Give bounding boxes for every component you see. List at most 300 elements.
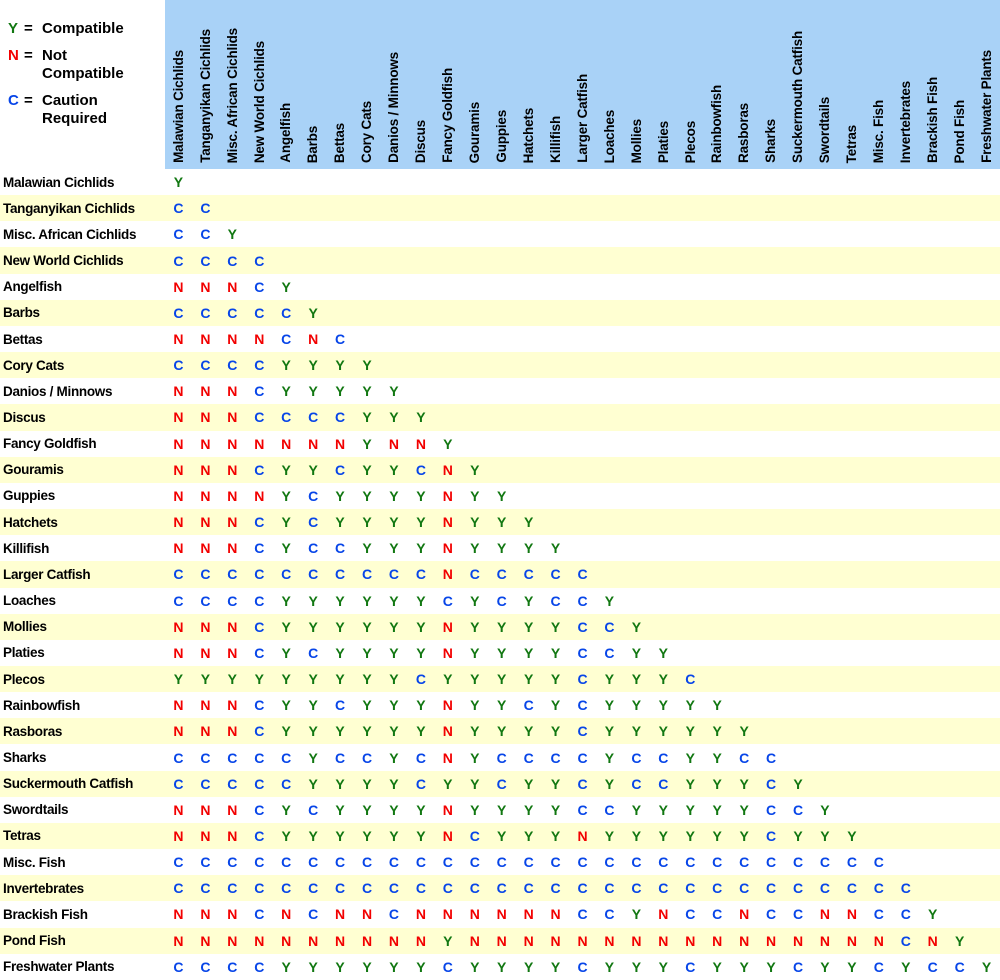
compatibility-cell: Y: [658, 697, 669, 714]
legend-symbol-caution: C: [8, 92, 19, 109]
column-header-label: Cory Cats: [359, 101, 375, 163]
compatibility-cell: C: [281, 331, 292, 348]
compatibility-cell: Y: [335, 592, 345, 609]
compatibility-cell: C: [469, 827, 480, 844]
column-header-label: Tanganyikan Cichlids: [197, 29, 213, 163]
compatibility-cell: Y: [497, 540, 507, 557]
compatibility-cell: N: [173, 801, 184, 818]
table-row: [0, 797, 1000, 823]
row-label: Barbs: [3, 305, 40, 321]
compatibility-cell: Y: [335, 618, 345, 635]
compatibility-cell: C: [200, 880, 211, 897]
compatibility-cell: Y: [820, 827, 830, 844]
compatibility-cell: N: [200, 827, 211, 844]
compatibility-cell: Y: [281, 827, 291, 844]
row-label: New World Cichlids: [3, 253, 124, 269]
compatibility-cell: C: [308, 566, 319, 583]
compatibility-cell: N: [469, 906, 480, 923]
compatibility-cell: N: [388, 932, 400, 949]
compatibility-cell: N: [739, 906, 750, 923]
compatibility-cell: Y: [604, 723, 615, 740]
compatibility-cell: Y: [335, 487, 345, 504]
compatibility-cell: N: [200, 278, 211, 295]
compatibility-cell: N: [927, 932, 938, 949]
compatibility-cell: Y: [550, 697, 561, 714]
table-row: [0, 718, 1000, 744]
compatibility-cell: Y: [173, 174, 184, 191]
compatibility-cell: C: [631, 880, 642, 897]
column-header: [973, 0, 1000, 169]
compatibility-cell: N: [173, 278, 184, 295]
compatibility-cell: N: [712, 932, 723, 949]
compatibility-cell: Y: [362, 775, 372, 792]
column-header-label: Loaches: [601, 109, 617, 163]
compatibility-cell: C: [712, 906, 723, 923]
compatibility-cell: Y: [712, 749, 722, 766]
row-label: Swordtails: [3, 802, 69, 818]
compatibility-cell: C: [254, 723, 265, 740]
compatibility-cell: N: [308, 331, 319, 348]
compatibility-cell: C: [792, 801, 804, 818]
compatibility-cell: Y: [847, 827, 857, 844]
compatibility-cell: C: [254, 880, 265, 897]
compatibility-cell: N: [200, 331, 211, 348]
compatibility-cell: C: [335, 880, 346, 897]
compatibility-cell: C: [173, 958, 184, 975]
compatibility-cell: N: [388, 435, 400, 452]
compatibility-cell: C: [577, 854, 588, 871]
compatibility-cell: C: [766, 827, 777, 844]
compatibility-cell: N: [442, 644, 453, 661]
compatibility-cell: N: [442, 723, 453, 740]
table-row: [0, 535, 1000, 561]
column-headers: [165, 0, 1000, 169]
compatibility-cell: C: [173, 252, 184, 269]
table-row: [0, 640, 1000, 666]
column-header: [165, 0, 192, 169]
compatibility-cell: N: [200, 487, 211, 504]
compatibility-cell: Y: [685, 775, 695, 792]
compatibility-cell: Y: [712, 723, 722, 740]
compatibility-cell: C: [335, 566, 346, 583]
column-header: [596, 0, 623, 169]
table-row: [0, 378, 1000, 404]
legend-item-caution: [8, 92, 160, 128]
column-header-label: Mollies: [628, 118, 644, 163]
compatibility-cell: Y: [416, 487, 426, 504]
compatibility-cell: Y: [362, 801, 372, 818]
compatibility-cell: C: [496, 592, 507, 609]
compatibility-cell: N: [442, 906, 453, 923]
compatibility-cell: N: [415, 932, 426, 949]
column-header-label: New World Cichlids: [251, 40, 267, 163]
compatibility-cell: C: [308, 880, 319, 897]
compatibility-cell: Y: [308, 592, 318, 609]
compatibility-cell: N: [227, 487, 238, 504]
compatibility-cell: C: [335, 749, 346, 766]
compatibility-cell: C: [658, 775, 669, 792]
compatibility-cell: C: [335, 331, 346, 348]
table-row: [0, 483, 1000, 509]
compatibility-cell: C: [173, 880, 184, 897]
compatibility-cell: Y: [281, 540, 291, 557]
compatibility-cell: N: [819, 932, 831, 949]
compatibility-cell: C: [469, 566, 480, 583]
compatibility-cell: Y: [847, 958, 857, 975]
compatibility-cell: C: [766, 854, 777, 871]
compatibility-cell: Y: [550, 540, 561, 557]
table-row: [0, 431, 1000, 457]
compatibility-cell: C: [200, 958, 211, 975]
compatibility-cell: C: [631, 749, 642, 766]
compatibility-cell: C: [685, 958, 696, 975]
compatibility-cell: N: [173, 435, 184, 452]
compatibility-cell: C: [254, 697, 265, 714]
compatibility-cell: C: [523, 697, 534, 714]
compatibility-cell: Y: [281, 644, 291, 661]
compatibility-cell: Y: [550, 958, 561, 975]
compatibility-cell: Y: [335, 723, 345, 740]
compatibility-cell: C: [739, 749, 750, 766]
compatibility-cell: N: [361, 906, 373, 923]
compatibility-cell: N: [227, 932, 238, 949]
column-header-label: Larger Catfish: [574, 74, 590, 163]
compatibility-cell: Y: [281, 278, 291, 295]
compatibility-cell: N: [685, 932, 696, 949]
compatibility-cell: Y: [362, 487, 372, 504]
compatibility-cell: Y: [335, 801, 345, 818]
column-header: [838, 0, 865, 169]
compatibility-cell: Y: [416, 801, 426, 818]
compatibility-cell: N: [200, 801, 211, 818]
row-label: Sharks: [3, 750, 47, 766]
compatibility-cell: Y: [470, 671, 480, 688]
compatibility-cell: C: [604, 644, 615, 661]
compatibility-cell: Y: [550, 827, 561, 844]
compatibility-cell: C: [281, 304, 292, 321]
legend-label-compatible: Compatible: [42, 20, 124, 37]
compatibility-cell: C: [739, 854, 750, 871]
compatibility-cell: Y: [658, 827, 669, 844]
table-row: [0, 692, 1000, 718]
compatibility-cell: Y: [362, 697, 372, 714]
compatibility-cell: Y: [389, 827, 399, 844]
compatibility-cell: Y: [227, 226, 238, 243]
compatibility-cell: C: [388, 880, 400, 897]
compatibility-cell: C: [200, 775, 211, 792]
compatibility-cell: Y: [308, 671, 318, 688]
compatibility-cell: C: [442, 958, 453, 975]
row-label: Freshwater Plants: [3, 959, 115, 975]
compatibility-cell: Y: [550, 801, 561, 818]
compatibility-cell: Y: [631, 644, 642, 661]
row-label: Tanganyikan Cichlids: [3, 200, 135, 216]
compatibility-cell: N: [658, 932, 669, 949]
compatibility-cell: C: [254, 409, 265, 426]
compatibility-cell: Y: [362, 618, 372, 635]
compatibility-cell: Y: [470, 618, 480, 635]
compatibility-cell: Y: [389, 801, 399, 818]
compatibility-cell: Y: [362, 383, 372, 400]
compatibility-cell: C: [361, 566, 373, 583]
compatibility-cell: Y: [281, 801, 291, 818]
compatibility-cell: C: [577, 775, 588, 792]
column-header: [946, 0, 973, 169]
compatibility-cell: C: [442, 592, 453, 609]
compatibility-cell: C: [361, 749, 373, 766]
table-row: [0, 509, 1000, 535]
compatibility-cell: Y: [227, 671, 238, 688]
compatibility-cell: C: [766, 775, 777, 792]
compatibility-cell: C: [254, 278, 265, 295]
compatibility-cell: C: [766, 880, 777, 897]
compatibility-cell: Y: [416, 644, 426, 661]
compatibility-cell: C: [254, 514, 265, 531]
compatibility-cell: N: [200, 435, 211, 452]
matrix-body: [0, 169, 1000, 980]
compatibility-cell: N: [308, 932, 319, 949]
column-header-label: Brackish Fish: [924, 77, 940, 163]
compatibility-cell: C: [335, 461, 346, 478]
compatibility-cell: Y: [308, 357, 318, 374]
row-label: Pond Fish: [3, 933, 66, 949]
table-row: [0, 849, 1000, 875]
compatibility-cell: C: [550, 880, 561, 897]
compatibility-cell: Y: [631, 801, 642, 818]
column-header-label: Swordtails: [817, 96, 833, 163]
compatibility-cell: Y: [739, 801, 749, 818]
compatibility-cell: N: [227, 331, 238, 348]
compatibility-cell: Y: [685, 697, 695, 714]
compatibility-cell: Y: [470, 540, 480, 557]
row-label: Mollies: [3, 619, 47, 635]
compatibility-cell: C: [308, 487, 319, 504]
compatibility-cell: N: [173, 383, 184, 400]
compatibility-cell: N: [281, 906, 292, 923]
compatibility-cell: C: [308, 644, 319, 661]
compatibility-cell: N: [415, 435, 426, 452]
compatibility-cell: Y: [389, 540, 399, 557]
compatibility-cell: N: [173, 932, 184, 949]
column-header: [919, 0, 946, 169]
compatibility-cell: Y: [523, 644, 534, 661]
compatibility-cell: C: [577, 723, 588, 740]
column-header-label: Misc. African Cichlids: [224, 27, 240, 163]
compatibility-cell: N: [335, 932, 346, 949]
compatibility-cell: Y: [389, 514, 399, 531]
compatibility-cell: N: [281, 435, 292, 452]
compatibility-cell: Y: [416, 514, 426, 531]
compatibility-cell: N: [227, 514, 238, 531]
compatibility-cell: C: [415, 775, 426, 792]
legend-item-not-compatible: [8, 47, 160, 83]
compatibility-cell: N: [173, 906, 184, 923]
column-header-label: Hatchets: [520, 107, 536, 163]
compatibility-cell: Y: [712, 958, 722, 975]
compatibility-cell: C: [281, 409, 292, 426]
compatibility-cell: N: [227, 383, 238, 400]
legend: [8, 20, 160, 137]
compatibility-cell: Y: [308, 827, 318, 844]
compatibility-cell: C: [496, 566, 507, 583]
compatibility-cell: C: [281, 749, 292, 766]
compatibility-cell: Y: [281, 618, 291, 635]
compatibility-cell: N: [792, 932, 804, 949]
compatibility-cell: Y: [712, 775, 722, 792]
compatibility-cell: Y: [497, 697, 507, 714]
compatibility-cell: C: [766, 906, 777, 923]
compatibility-cell: N: [523, 932, 534, 949]
row-label: Killifish: [3, 540, 50, 556]
compatibility-cell: Y: [389, 697, 399, 714]
compatibility-cell: Y: [658, 723, 669, 740]
compatibility-cell: Y: [685, 723, 695, 740]
table-row: [0, 928, 1000, 954]
compatibility-cell: C: [577, 618, 588, 635]
compatibility-cell: N: [173, 514, 184, 531]
compatibility-cell: N: [442, 566, 453, 583]
compatibility-cell: C: [335, 409, 346, 426]
compatibility-cell: N: [496, 906, 507, 923]
compatibility-cell: N: [254, 435, 265, 452]
compatibility-cell: N: [200, 723, 211, 740]
compatibility-cell: C: [254, 461, 265, 478]
compatibility-cell: Y: [712, 697, 722, 714]
compatibility-cell: C: [550, 854, 561, 871]
row-label: Guppies: [3, 488, 55, 504]
compatibility-cell: Y: [604, 592, 615, 609]
compatibility-cell: C: [604, 880, 615, 897]
compatibility-cell: C: [308, 801, 319, 818]
compatibility-cell: Y: [497, 827, 507, 844]
compatibility-cell: C: [200, 566, 211, 583]
compatibility-cell: Y: [416, 723, 426, 740]
compatibility-cell: C: [658, 854, 669, 871]
compatibility-cell: C: [281, 566, 292, 583]
compatibility-cell: Y: [604, 697, 615, 714]
compatibility-cell: Y: [604, 827, 615, 844]
compatibility-cell: C: [254, 775, 265, 792]
compatibility-cell: N: [577, 932, 588, 949]
compatibility-cell: Y: [739, 723, 749, 740]
column-header-label: Platies: [655, 120, 671, 163]
compatibility-cell: Y: [523, 592, 534, 609]
column-header: [892, 0, 919, 169]
compatibility-cell: C: [173, 566, 184, 583]
row-label: Malawian Cichlids: [3, 174, 115, 190]
compatibility-cell: N: [631, 932, 642, 949]
column-header: [569, 0, 596, 169]
table-row: [0, 404, 1000, 430]
compatibility-cell: Y: [254, 671, 264, 688]
compatibility-cell: N: [173, 697, 184, 714]
compatibility-cell: Y: [362, 723, 372, 740]
compatibility-cell: Y: [335, 958, 345, 975]
table-row: [0, 954, 1000, 980]
compatibility-cell: Y: [389, 775, 399, 792]
compatibility-cell: N: [173, 409, 184, 426]
compatibility-cell: C: [227, 775, 238, 792]
compatibility-cell: Y: [793, 827, 803, 844]
compatibility-cell: C: [254, 357, 265, 374]
compatibility-cell: Y: [389, 461, 399, 478]
column-header-label: Invertebrates: [898, 80, 914, 163]
compatibility-cell: Y: [362, 592, 372, 609]
compatibility-cell: Y: [497, 644, 507, 661]
compatibility-cell: N: [846, 932, 857, 949]
row-label: Hatchets: [3, 514, 58, 530]
legend-item-compatible: [8, 20, 160, 38]
compatibility-cell: C: [577, 749, 588, 766]
compatibility-cell: Y: [470, 749, 480, 766]
column-header: [758, 0, 785, 169]
compatibility-cell: Y: [308, 697, 318, 714]
column-header-label: Bettas: [332, 122, 348, 163]
compatibility-cell: C: [577, 697, 588, 714]
row-label: Suckermouth Catfish: [3, 776, 134, 792]
compatibility-cell: N: [442, 540, 453, 557]
column-header: [354, 0, 381, 169]
compatibility-cell: Y: [416, 958, 426, 975]
compatibility-cell: C: [415, 566, 426, 583]
compatibility-cell: Y: [281, 514, 291, 531]
compatibility-cell: C: [496, 880, 507, 897]
compatibility-cell: Y: [523, 801, 534, 818]
compatibility-cell: C: [308, 854, 319, 871]
compatibility-cell: Y: [443, 671, 453, 688]
compatibility-cell: N: [227, 697, 238, 714]
table-row: [0, 666, 1000, 692]
compatibility-cell: Y: [308, 461, 318, 478]
compatibility-cell: Y: [416, 827, 426, 844]
compatibility-cell: C: [335, 540, 346, 557]
compatibility-cell: Y: [281, 357, 291, 374]
compatibility-cell: C: [281, 775, 292, 792]
compatibility-cell: Y: [631, 697, 642, 714]
row-label: Tetras: [3, 828, 41, 844]
compatibility-cell: Y: [550, 775, 561, 792]
compatibility-cell: C: [685, 880, 696, 897]
compatibility-cell: Y: [443, 932, 453, 949]
row-label: Plecos: [3, 671, 45, 687]
compatibility-cell: Y: [523, 827, 534, 844]
compatibility-cell: C: [388, 906, 400, 923]
compatibility-cell: C: [550, 566, 561, 583]
compatibility-cell: N: [308, 435, 319, 452]
compatibility-cell: Y: [308, 383, 318, 400]
compatibility-cell: Y: [497, 514, 507, 531]
compatibility-cell: Y: [281, 461, 291, 478]
compatibility-cell: Y: [416, 618, 426, 635]
compatibility-cell: Y: [928, 906, 938, 923]
row-label: Platies: [3, 645, 45, 661]
compatibility-cell: Y: [470, 697, 480, 714]
compatibility-cell: N: [200, 409, 211, 426]
table-row: [0, 274, 1000, 300]
compatibility-cell: N: [173, 827, 184, 844]
compatibility-cell: C: [227, 749, 238, 766]
compatibility-cell: Y: [604, 749, 615, 766]
compatibility-cell: C: [577, 801, 588, 818]
compatibility-cell: C: [604, 906, 615, 923]
compatibility-cell: N: [227, 827, 238, 844]
compatibility-cell: Y: [550, 723, 561, 740]
compatibility-cell: N: [442, 697, 453, 714]
compatibility-cell: Y: [335, 671, 345, 688]
compatibility-cell: Y: [335, 514, 345, 531]
compatibility-cell: Y: [470, 723, 480, 740]
compatibility-cell: C: [388, 854, 400, 871]
